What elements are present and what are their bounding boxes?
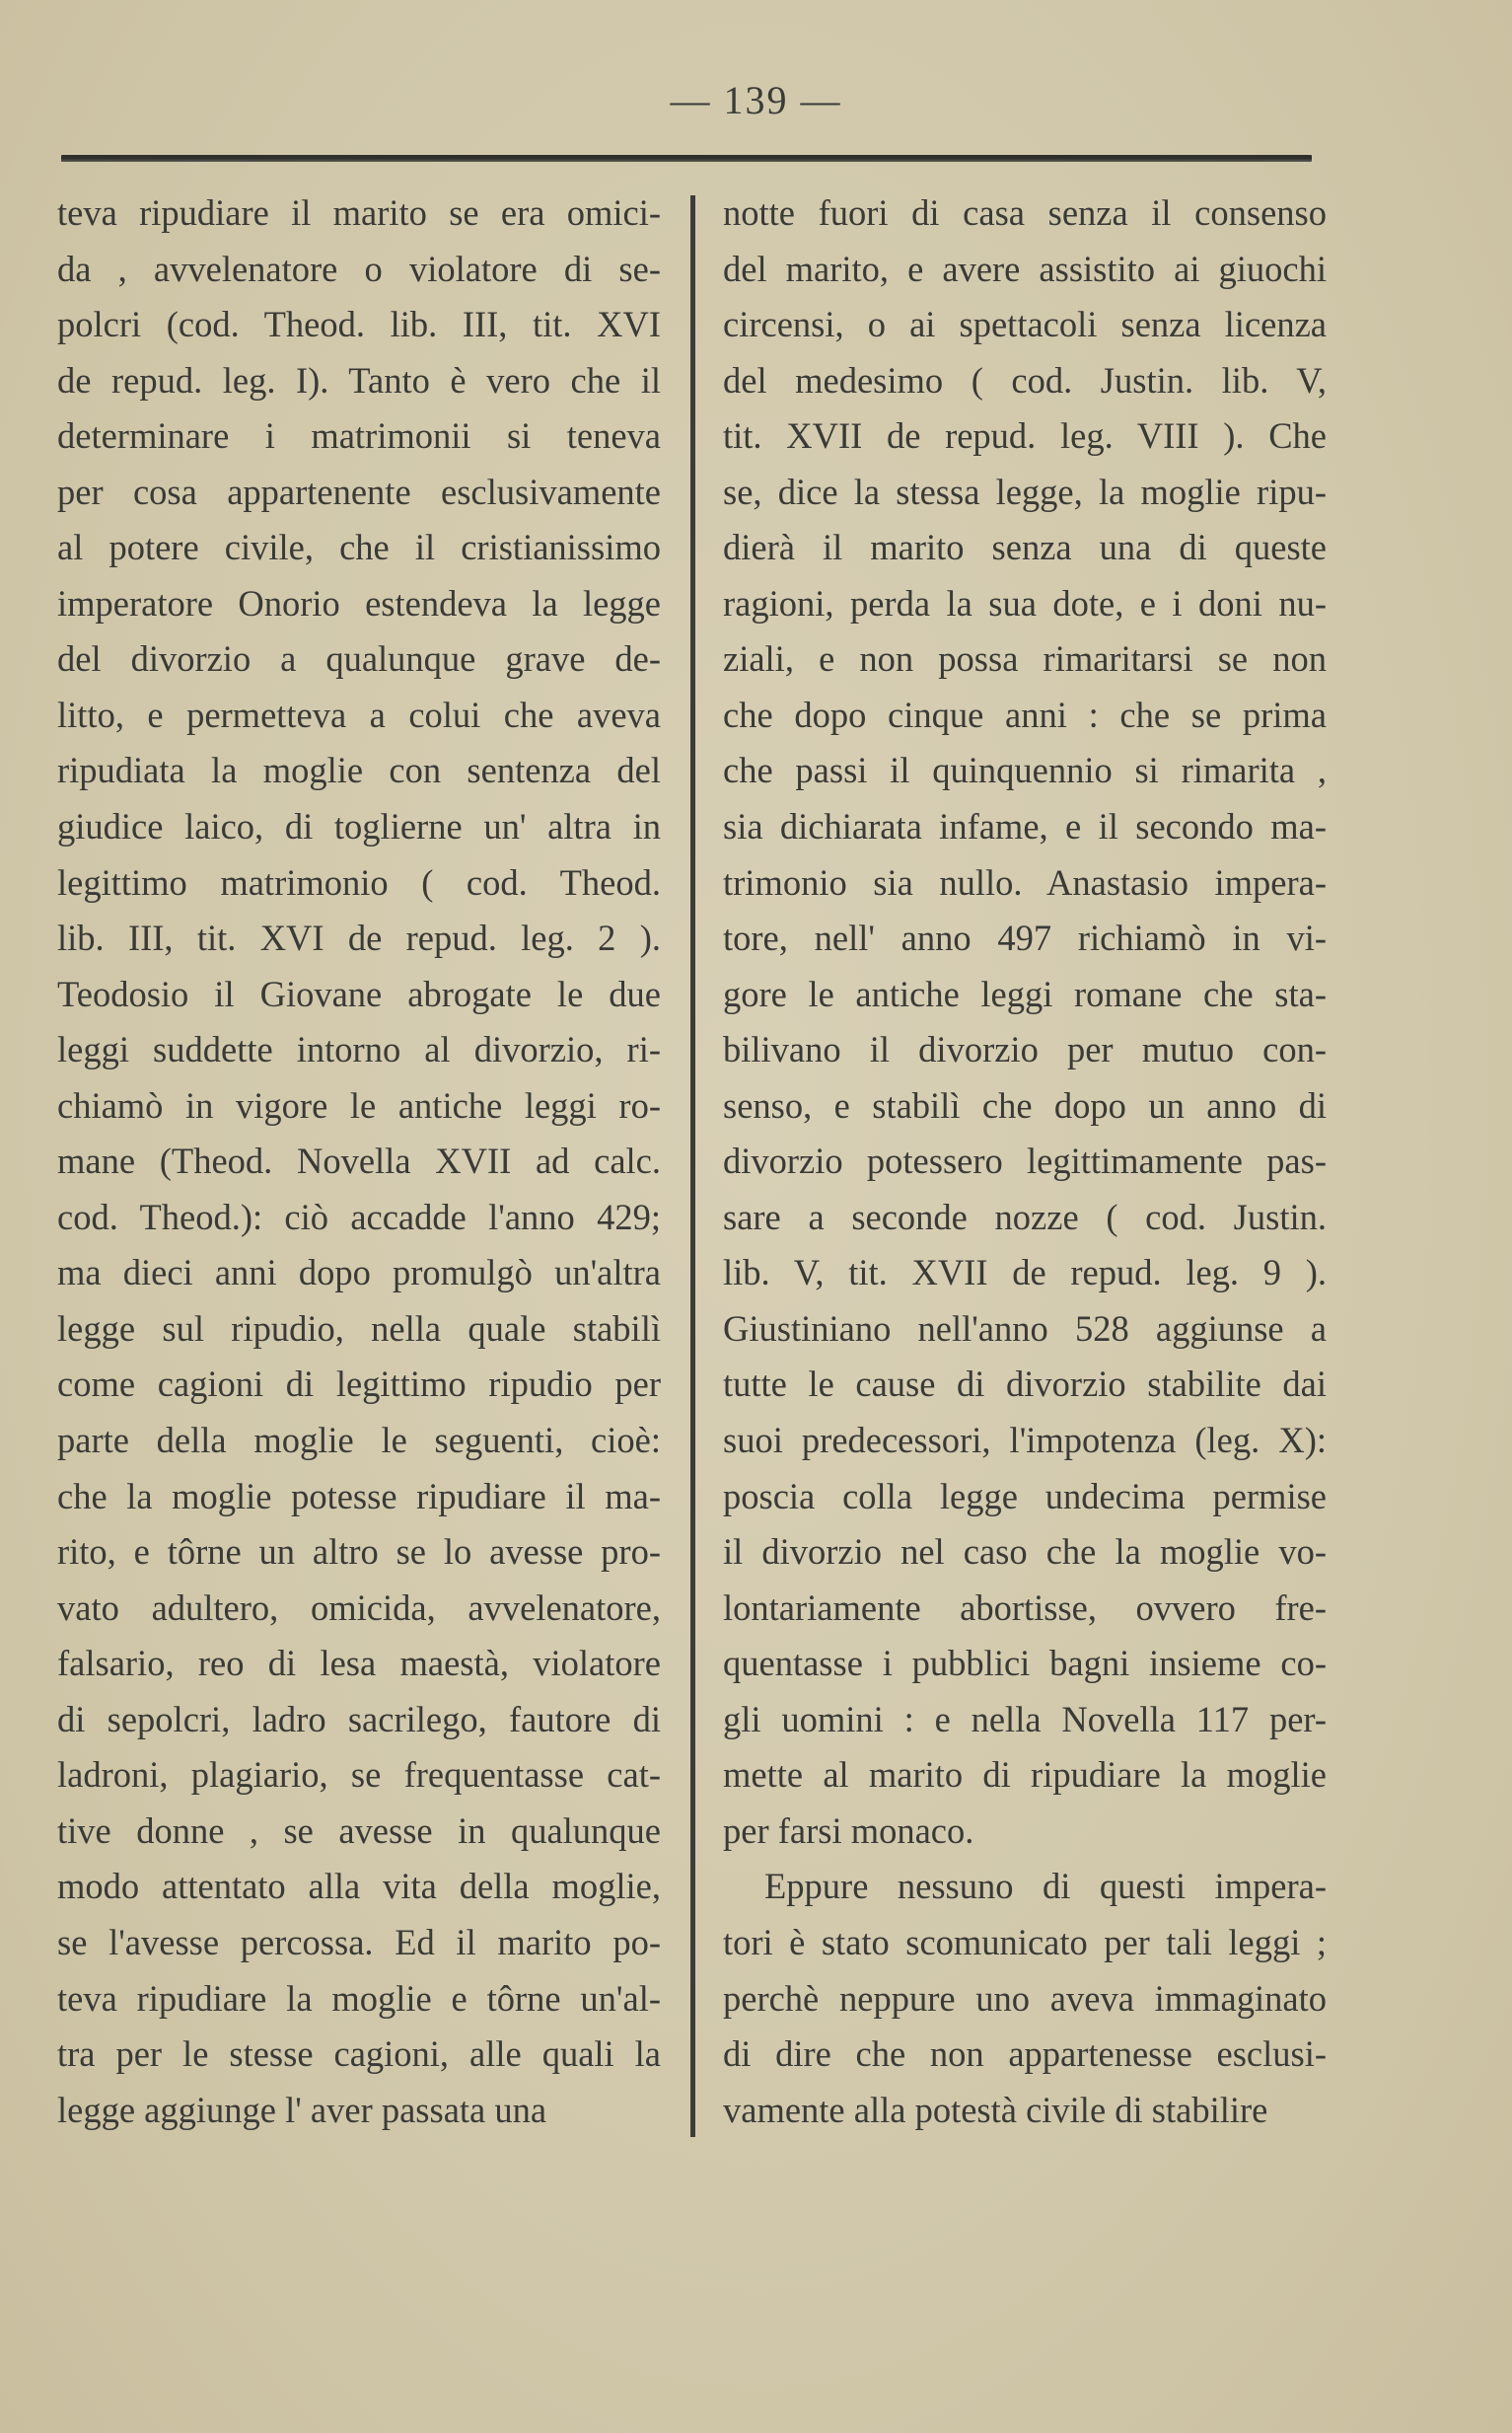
text-line: bilivano il divorzio per mutuo con- (723, 1029, 1327, 1070)
text-line: al potere civile, che il cristianissimo (57, 527, 661, 568)
text-line: vato adultero, omicida, avvelenatore, (57, 1586, 661, 1628)
text-line: tra per le stesse cagioni, alle quali la (57, 2033, 661, 2075)
text-line: leggi suddette intorno al divorzio, ri- (57, 1029, 661, 1070)
text-line: per farsi monaco. (723, 1809, 974, 1851)
text-line: sia dichiarata infame, e il secondo ma- (723, 806, 1327, 848)
text-line: poscia colla legge undecima permise (723, 1475, 1327, 1516)
text-line: teva ripudiare la moglie e tôrne un'al- (57, 1977, 661, 2019)
text-line: tore, nell' anno 497 richiamò in vi- (723, 918, 1327, 959)
text-line: se l'avesse percossa. Ed il marito po- (57, 1921, 661, 1962)
text-line: ladroni, plagiario, se frequentasse cat- (57, 1754, 661, 1796)
text-line: che la moglie potesse ripudiare il ma- (57, 1475, 661, 1516)
text-line: Eppure nessuno di questi impera- (764, 1866, 1327, 1907)
text-line: cod. Theod.): ciò accadde l'anno 429; (57, 1196, 661, 1237)
text-line: di sepolcri, ladro sacrilego, fautore di (57, 1698, 661, 1739)
text-line: legge aggiunge l' aver passata una (57, 2089, 547, 2130)
column-divider (690, 195, 695, 2137)
text-line: vamente alla potestà civile di stabilire (723, 2089, 1268, 2130)
text-line: falsario, reo di lesa maestà, violatore (57, 1643, 661, 1684)
text-line: trimonio sia nullo. Anastasio impera- (723, 861, 1327, 903)
text-line: come cagioni di legittimo ripudio per (57, 1364, 661, 1405)
text-line: teva ripudiare il marito se era omici- (57, 192, 661, 233)
text-line: tutte le cause di divorzio stabilite dai (723, 1364, 1327, 1405)
text-line: tit. XVII de repud. leg. VIII ). Che (723, 415, 1327, 457)
text-line: determinare i matrimonii si teneva (57, 415, 661, 457)
text-line: Giustiniano nell'anno 528 aggiunse a (723, 1307, 1327, 1349)
text-line: giudice laico, di toglierne un' altra in (57, 806, 661, 848)
text-line: legittimo matrimonio ( cod. Theod. (57, 861, 661, 903)
text-line: senso, e stabilì che dopo un anno di (723, 1084, 1327, 1126)
text-line: ma dieci anni dopo promulgò un'altra (57, 1252, 661, 1293)
text-line: chiamò in vigore le antiche leggi ro- (57, 1084, 661, 1126)
text-line: rito, e tôrne un altro se lo avesse pro- (57, 1531, 661, 1573)
text-line: da , avvelenatore o violatore di se- (57, 248, 661, 289)
text-line: del divorzio a qualunque grave de- (57, 638, 661, 680)
text-line: divorzio potessero legittimamente pas- (723, 1141, 1327, 1182)
text-line: lontariamente abortisse, ovvero fre- (723, 1586, 1327, 1628)
text-line: polcri (cod. Theod. lib. III, tit. XVI (57, 304, 661, 345)
text-line: il divorzio nel caso che la moglie vo- (723, 1531, 1327, 1573)
text-line: mette al marito di ripudiare la moglie (723, 1754, 1327, 1796)
header-rule (61, 155, 1312, 162)
text-line: circensi, o ai spettacoli senza licenza (723, 304, 1327, 345)
text-line: perchè neppure uno aveva immaginato (723, 1977, 1327, 2019)
text-line: sare a seconde nozze ( cod. Justin. (723, 1196, 1327, 1237)
text-line: ziali, e non possa rimaritarsi se non (723, 638, 1327, 680)
text-line: suoi predecessori, l'impotenza (leg. X): (723, 1420, 1327, 1461)
text-line: ripudiata la moglie con sentenza del (57, 750, 661, 791)
text-line: tori è stato scomunicato per tali leggi ; (723, 1921, 1327, 1962)
text-line: gli uomini : e nella Novella 117 per- (723, 1698, 1327, 1739)
text-line: lib. V, tit. XVII de repud. leg. 9 ). (723, 1252, 1327, 1293)
text-line: gore le antiche leggi romane che sta- (723, 973, 1327, 1014)
text-line: litto, e permetteva a colui che aveva (57, 694, 661, 735)
text-line: notte fuori di casa senza il consenso (723, 192, 1327, 233)
text-line: per cosa appartenente esclusivamente (57, 471, 661, 512)
text-line: tive donne , se avesse in qualunque (57, 1809, 661, 1851)
text-line: lib. III, tit. XVI de repud. leg. 2 ). (57, 918, 661, 959)
text-line: se, dice la stessa legge, la moglie ripu- (723, 471, 1327, 512)
text-line: del marito, e avere assistito ai giuochi (723, 248, 1327, 289)
text-line: che dopo cinque anni : che se prima (723, 694, 1327, 735)
text-line: de repud. leg. I). Tanto è vero che il (57, 359, 661, 401)
text-line: di dire che non appartenesse esclusi- (723, 2033, 1327, 2075)
text-line: che passi il quinquennio si rimarita , (723, 750, 1327, 791)
text-line: dierà il marito senza una di queste (723, 527, 1327, 568)
text-line: modo attentato alla vita della moglie, (57, 1866, 661, 1907)
page-number: — 139 — (670, 78, 842, 122)
text-line: legge sul ripudio, nella quale stabilì (57, 1307, 661, 1349)
text-line: imperatore Onorio estendeva la legge (57, 582, 661, 624)
left-column (57, 185, 661, 2138)
text-line: del medesimo ( cod. Justin. lib. V, (723, 359, 1327, 401)
text-line: parte della moglie le seguenti, cioè: (57, 1420, 661, 1461)
text-line: ragioni, perda la sua dote, e i doni nu- (723, 582, 1327, 624)
text-line: Teodosio il Giovane abrogate le due (57, 973, 661, 1014)
text-line: quentasse i pubblici bagni insieme co- (723, 1643, 1327, 1684)
text-line: mane (Theod. Novella XVII ad calc. (57, 1141, 661, 1182)
right-column (723, 185, 1327, 2138)
